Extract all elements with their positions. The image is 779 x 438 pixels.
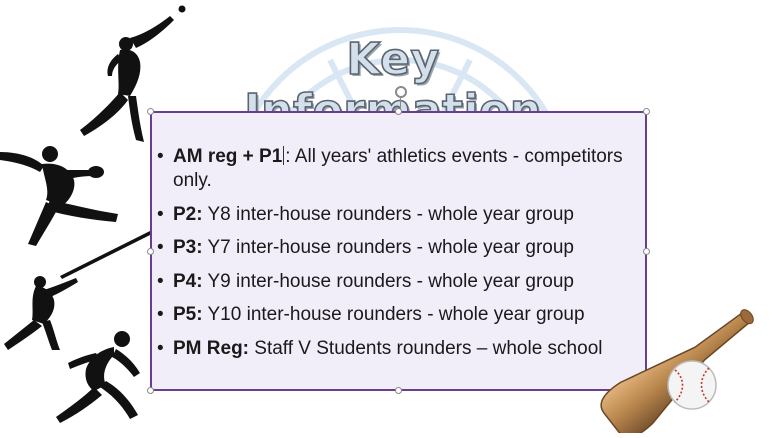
bullet: • (157, 337, 164, 359)
bullet: • (157, 203, 164, 225)
resize-handle-middle-left[interactable] (147, 248, 154, 255)
rotate-handle-icon[interactable] (395, 86, 407, 98)
bullet: • (157, 304, 164, 325)
period-description: Y10 inter-house rounders - whole year group (202, 304, 585, 325)
list-item[interactable] (157, 145, 642, 193)
list-item[interactable] (157, 337, 642, 361)
resize-handle-top-right[interactable] (643, 108, 650, 115)
resize-handle-top-middle[interactable] (395, 108, 402, 115)
period-label: P2: (173, 203, 203, 225)
list-item[interactable] (157, 303, 642, 327)
period-description: Y9 inter-house rounders - whole year group (202, 270, 574, 292)
period-description: Y8 inter-house rounders - whole year group (202, 203, 574, 225)
period-label: P4: (173, 270, 203, 292)
list-item[interactable] (157, 236, 642, 260)
schedule-list[interactable] (157, 145, 642, 370)
resize-handle-bottom-left[interactable] (147, 387, 154, 394)
bullet: • (157, 237, 164, 258)
period-description: Staff V Students rounders – whole school (249, 337, 603, 359)
bullet: • (157, 146, 164, 167)
period-description: : All years' athletics events - competitors only. (173, 146, 623, 191)
slide-title: Key (346, 34, 440, 85)
bullet: • (157, 270, 164, 292)
period-label: P3: (173, 237, 203, 258)
sprinter-athlete-icon (40, 325, 150, 430)
list-item[interactable] (157, 270, 642, 294)
period-description: Y7 inter-house rounders - whole year group (202, 237, 574, 258)
baseball-ball-icon (665, 358, 720, 413)
resize-handle-top-left[interactable] (147, 108, 154, 115)
resize-handle-middle-right[interactable] (643, 248, 650, 255)
period-label: PM Reg: (173, 337, 249, 359)
list-item[interactable] (157, 203, 642, 227)
period-label: P5: (173, 304, 203, 325)
resize-handle-bottom-middle[interactable] (395, 387, 402, 394)
period-label: AM reg + P1 (173, 146, 283, 167)
